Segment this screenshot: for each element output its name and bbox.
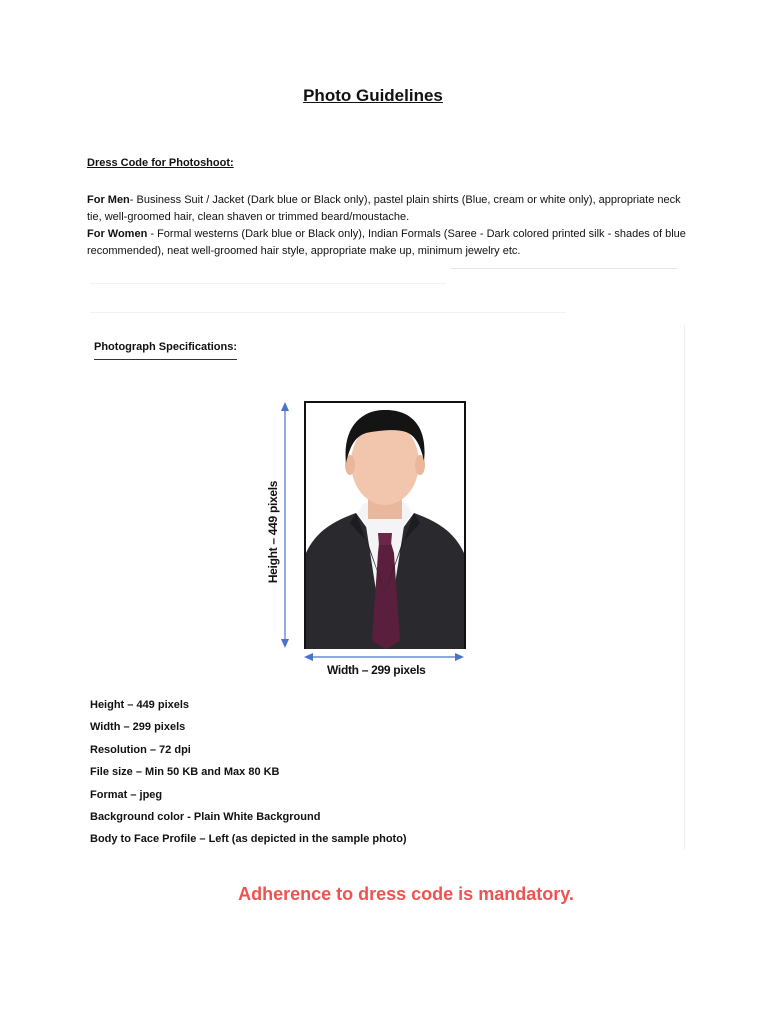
- men-guideline: [87, 192, 687, 226]
- divider: [450, 268, 678, 269]
- men-text: - Business Suit / Jacket (Dark blue or Black only), pastel plain shirts (Blue, cream or white only), appropriate neck tie, well-groomed hair, clean shaven or trimmed beard/moustache.: [87, 194, 681, 223]
- spec-item-format: Format – jpeg: [90, 788, 163, 801]
- spec-item-profile: Body to Face Profile – Left (as depicted in the sample photo): [90, 833, 407, 846]
- sample-portrait-icon: [304, 401, 466, 649]
- spec-item-width: Width – 299 pixels: [90, 721, 186, 734]
- height-dimension-label: Height – 449 pixels: [266, 480, 280, 584]
- spec-item-height: Height – 449 pixels: [90, 699, 190, 711]
- dress-code-heading: Dress Code for Photoshoot:: [87, 157, 234, 169]
- horizontal-double-arrow-icon: [302, 650, 466, 664]
- mandatory-notice: Adherence to dress code is mandatory.: [238, 884, 574, 904]
- spec-item-resolution: Resolution – 72 dpi: [90, 743, 191, 756]
- page-title: Photo Guidelines: [303, 86, 443, 105]
- specifications-heading: Photograph Specifications:: [94, 341, 237, 360]
- women-guideline: [87, 226, 687, 260]
- spec-item-file-size: File size – Min 50 KB and Max 80 KB: [90, 766, 280, 779]
- women-label: For Women: [87, 228, 148, 240]
- men-label: For Men: [87, 194, 130, 206]
- divider: [90, 283, 446, 284]
- width-dimension-label: Width – 299 pixels: [327, 663, 426, 677]
- spec-item-background: Background color - Plain White Background: [90, 810, 321, 823]
- women-text: - Formal westerns (Dark blue or Black only), Indian Formals (Saree - Dark colored printed silk - shades of blue recommended), neat well-groomed hair style, appropriate make up, minimum jewelry etc.: [87, 228, 686, 257]
- specifications-list: [90, 697, 407, 854]
- dress-code-body: [87, 192, 687, 260]
- divider: [90, 312, 566, 313]
